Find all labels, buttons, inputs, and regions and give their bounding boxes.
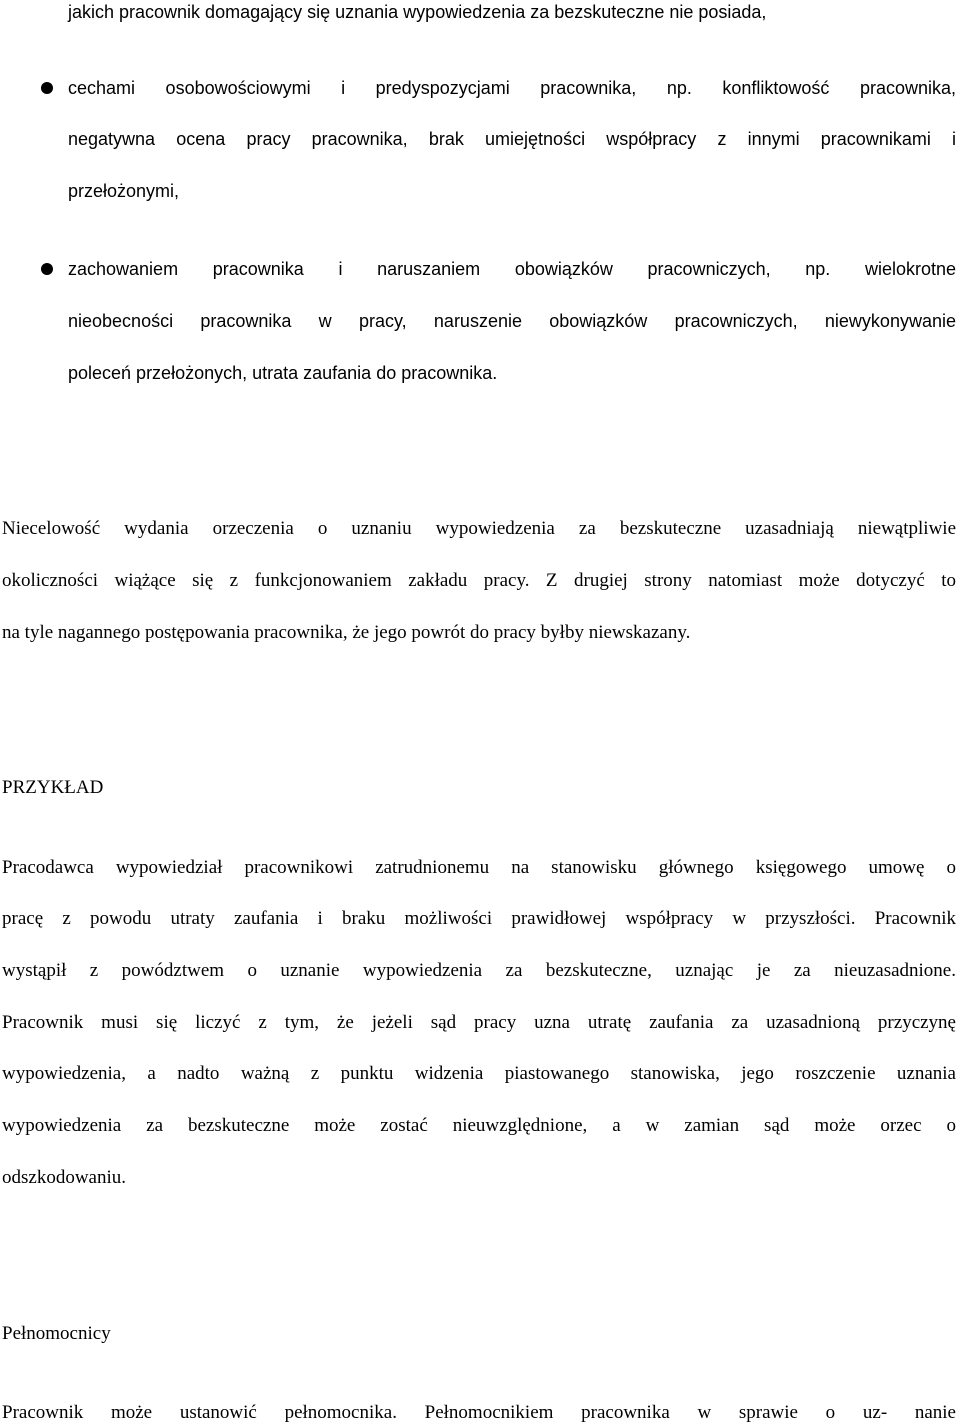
paragraph-1-line-1: Niecelowość wydania orzeczenia o uznaniu wypowiedzenia za bezskuteczne uzasadniają niewątpliwie (2, 518, 956, 539)
example-line-5: wypowiedzenia, a nadto ważną z punktu widzenia piastowanego stanowiska, jego roszczenie uznania (2, 1063, 956, 1084)
example-line-3: wystąpił z powództwem o uznanie wypowiedzenia za bezskuteczne, uznając je za nieuzasadnione. (2, 960, 956, 981)
bullet-1-line-1: cechami osobowościowymi i predyspozycjami pracownika, np. konfliktowość pracownika, (68, 78, 956, 98)
bullet-2-line-3: poleceń przełożonych, utrata zaufania do pracownika. (68, 363, 498, 383)
example-line-1: Pracodawca wypowiedział pracownikowi zatrudnionemu na stanowisku głównego księgowego umowę o (2, 857, 956, 878)
heading-attorneys: Pełnomocnicy (2, 1323, 111, 1344)
paragraph-1-line-3: na tyle nagannego postępowania pracownika, że jego powrót do pracy byłby niewskazany. (2, 622, 691, 643)
attorneys-line-1: Pracownik może ustanowić pełnomocnika. Pełnomocnikiem pracownika w sprawie o uz- nanie (2, 1402, 956, 1423)
example-line-7: odszkodowaniu. (2, 1167, 127, 1188)
example-line-4: Pracownik musi się liczyć z tym, że jeżeli sąd pracy uzna utratę zaufania za uzasadnioną przyczynę (2, 1012, 956, 1033)
bullet-2-line-1: zachowaniem pracownika i naruszaniem obowiązków pracowniczych, np. wielokrotne (68, 259, 956, 279)
example-line-2: pracę z powodu utraty zaufania i braku możliwości prawidłowej współpracy w przyszłości. Pracownik (2, 908, 956, 929)
bullet-2-line-2: nieobecności pracownika w pracy, naruszenie obowiązków pracowniczych, niewykonywanie (68, 311, 956, 331)
bullet-1-line-2: negatywna ocena pracy pracownika, brak umiejętności współpracy z innymi pracownikami i (68, 129, 956, 149)
heading-example: PRZYKŁAD (2, 777, 104, 798)
bullet-1-line-3: przełożonymi, (68, 181, 180, 201)
intro-line: jakich pracownik domagający się uznania wypowiedzenia za bezskuteczne nie posiada, (68, 2, 767, 22)
bullet-dot-1 (41, 82, 53, 94)
paragraph-1-line-2: okoliczności wiążące się z funkcjonowaniem zakładu pracy. Z drugiej strony natomiast może dotyczyć to (2, 570, 956, 591)
bullet-dot-2 (41, 263, 53, 275)
example-line-6: wypowiedzenia za bezskuteczne może zostać nieuwzględnione, a w zamian sąd może orzec o (2, 1115, 956, 1136)
